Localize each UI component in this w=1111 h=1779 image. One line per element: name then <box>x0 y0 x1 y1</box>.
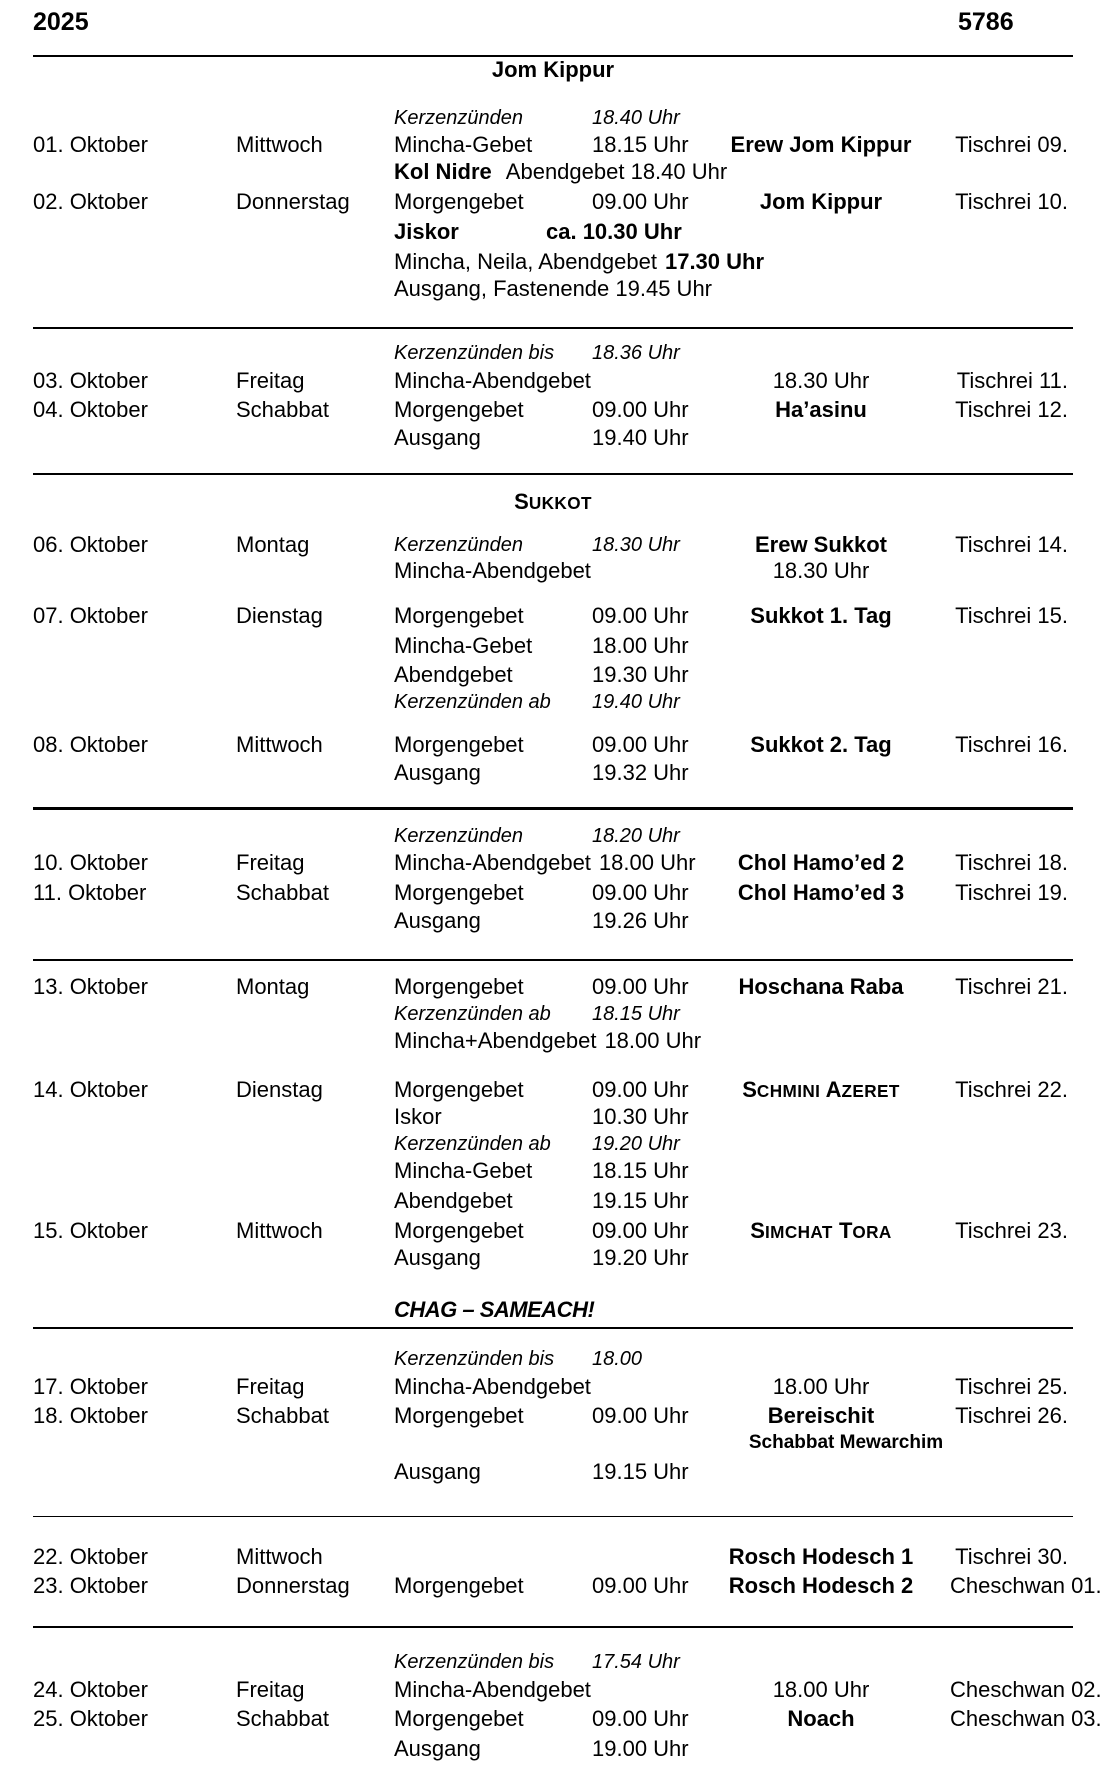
hebrew-date-cell: Tischrei 30. <box>955 1544 1068 1569</box>
calendar-row <box>0 424 1111 452</box>
calendar-row <box>0 1000 1111 1028</box>
time-cell: 09.00 Uhr <box>592 1077 689 1102</box>
time-cell: 17.54 Uhr <box>592 1651 680 1673</box>
calendar-row <box>0 632 1111 660</box>
text-segment: Jiskor <box>394 219 459 244</box>
prayer-cell <box>394 1027 701 1055</box>
text-segment: 18.00 Uhr <box>598 850 696 875</box>
time-cell: 09.00 Uhr <box>592 1573 689 1598</box>
text-segment: Ausgang, Fastenende 19.45 Uhr <box>394 276 713 301</box>
horizontal-rule <box>33 807 1073 810</box>
time-cell: 18.15 Uhr <box>592 1158 689 1183</box>
hebrew-date-cell: Tischrei 12. <box>955 397 1068 422</box>
holiday-cell: Sukkot 1. Tag <box>750 603 892 628</box>
date-cell: 13. Oktober <box>33 974 148 999</box>
calendar-row <box>0 1572 1111 1600</box>
prayer-cell: Ausgang <box>394 425 481 450</box>
calendar-row <box>0 602 1111 630</box>
prayer-cell: Ausgang <box>394 1736 481 1761</box>
prayer-cell: Morgengebet <box>394 880 524 905</box>
holiday-cell <box>696 1076 946 1104</box>
day-cell: Freitag <box>236 1374 305 1399</box>
time-cell: 18.40 Uhr <box>592 107 680 129</box>
prayer-cell <box>394 158 727 186</box>
calendar-row <box>0 1157 1111 1185</box>
day-cell: Schabbat <box>236 880 329 905</box>
text-segment: Mincha+Abendgebet <box>394 1028 597 1053</box>
prayer-cell: Morgengebet <box>394 1706 524 1731</box>
hebrew-date-cell: Tischrei 23. <box>955 1218 1068 1243</box>
horizontal-rule <box>33 1626 1073 1628</box>
hebrew-date-cell: Tischrei 11. <box>956 368 1068 393</box>
section-title <box>33 488 1073 517</box>
prayer-cell: Morgengebet <box>394 1573 524 1598</box>
text-segment: Mincha-Abendgebet <box>394 850 591 875</box>
calendar-row <box>0 849 1111 877</box>
prayer-cell <box>394 218 682 246</box>
smallcaps-initial: S <box>742 1077 757 1102</box>
prayer-cell: Morgengebet <box>394 1077 524 1102</box>
calendar-row <box>0 879 1111 907</box>
time-cell: 19.15 Uhr <box>592 1459 689 1484</box>
time-cell: 09.00 Uhr <box>592 974 689 999</box>
prayer-cell: Kerzenzünden bis <box>394 342 555 364</box>
calendar-row <box>0 339 1111 367</box>
date-cell: 14. Oktober <box>33 1077 148 1102</box>
prayer-cell: Morgengebet <box>394 603 524 628</box>
day-cell: Schabbat <box>236 1403 329 1428</box>
smallcaps-rest: ZERET <box>841 1081 900 1101</box>
section-title: Jom Kippur <box>491 57 615 82</box>
horizontal-rule <box>33 1327 1073 1329</box>
holiday-cell: Rosch Hodesch 1 <box>728 1544 914 1569</box>
prayer-cell: Kerzenzünden ab <box>394 1003 551 1025</box>
smallcaps-initial: S <box>514 489 529 514</box>
holiday-cell: Hoschana Raba <box>738 974 904 999</box>
date-cell: 01. Oktober <box>33 132 148 157</box>
calendar-row <box>0 104 1111 132</box>
time-cell: 19.32 Uhr <box>592 760 689 785</box>
calendar-row <box>0 188 1111 216</box>
horizontal-rule <box>33 959 1073 961</box>
calendar-row <box>0 688 1111 716</box>
prayer-cell <box>394 248 764 276</box>
text-segment: Mincha, Neila, Abendgebet <box>394 249 657 274</box>
calendar-row <box>0 1705 1111 1733</box>
holiday-cell: Schabbat Mewarchim <box>748 1432 944 1453</box>
day-cell: Mittwoch <box>236 132 323 157</box>
time-cell: 19.00 Uhr <box>592 1736 689 1761</box>
day-cell: Dienstag <box>236 603 323 628</box>
hebrew-date-cell: Tischrei 15. <box>955 603 1068 628</box>
holiday-cell: Sukkot 2. Tag <box>750 732 892 757</box>
prayer-cell: Mincha-Gebet <box>394 633 533 658</box>
day-cell: Mittwoch <box>236 732 323 757</box>
holiday-cell: 18.30 Uhr <box>772 558 870 583</box>
prayer-cell: Morgengebet <box>394 1218 524 1243</box>
day-cell: Schabbat <box>236 1706 329 1731</box>
prayer-cell: Mincha-Gebet <box>394 132 533 157</box>
day-cell: Freitag <box>236 850 305 875</box>
smallcaps-rest: ORA <box>852 1222 892 1242</box>
calendar-row <box>0 1429 1111 1457</box>
holiday-cell: Bereischit <box>767 1403 875 1428</box>
date-cell: 15. Oktober <box>33 1218 148 1243</box>
prayer-cell: Morgengebet <box>394 1403 524 1428</box>
hebrew-date-cell: Tischrei 26. <box>955 1403 1068 1428</box>
prayer-cell: Kerzenzünden ab <box>394 691 551 713</box>
calendar-row <box>0 1244 1111 1272</box>
time-cell: 18.30 Uhr <box>592 534 680 556</box>
calendar-row <box>0 1130 1111 1158</box>
time-cell: 10.30 Uhr <box>592 1104 689 1129</box>
hebrew-date-cell: Tischrei 10. <box>955 189 1068 214</box>
calendar-row <box>0 1076 1111 1104</box>
hebrew-date-cell: Tischrei 25. <box>955 1374 1068 1399</box>
holiday-cell: Noach <box>787 1706 855 1731</box>
calendar-row <box>0 1402 1111 1430</box>
holiday-cell: Chol Hamo’ed 2 <box>737 850 905 875</box>
time-cell: 18.15 Uhr <box>592 1003 680 1025</box>
prayer-cell: Abendgebet <box>394 1188 513 1213</box>
prayer-cell: Iskor <box>394 1104 442 1129</box>
prayer-cell: Morgengebet <box>394 397 524 422</box>
horizontal-rule <box>33 473 1073 475</box>
time-cell: 09.00 Uhr <box>592 189 689 214</box>
calendar-row <box>0 1027 1111 1055</box>
date-cell: 08. Oktober <box>33 732 148 757</box>
calendar-row <box>0 759 1111 787</box>
date-cell: 11. Oktober <box>33 880 147 905</box>
section-title: CHAG – SAMEACH! <box>394 1297 595 1322</box>
time-cell: 09.00 Uhr <box>592 880 689 905</box>
holiday-cell: Ha’asinu <box>775 397 867 422</box>
prayer-cell: Ausgang <box>394 908 481 933</box>
time-cell: 19.30 Uhr <box>592 662 689 687</box>
prayer-cell <box>394 849 696 877</box>
prayer-cell: Mincha-Gebet <box>394 1158 533 1183</box>
text-segment: Abendgebet 18.40 Uhr <box>505 159 728 184</box>
holiday-cell: Jom Kippur <box>759 189 883 214</box>
date-cell: 18. Oktober <box>33 1403 148 1428</box>
hebrew-date-cell: Cheschwan 02. <box>950 1677 1102 1702</box>
text-segment: ca. 10.30 Uhr <box>546 219 682 244</box>
date-cell: 04. Oktober <box>33 397 148 422</box>
holiday-cell: 18.30 Uhr <box>772 368 870 393</box>
prayer-cell: Morgengebet <box>394 189 524 214</box>
calendar-row <box>0 531 1111 559</box>
smallcaps-initial: T <box>838 1218 853 1243</box>
date-cell: 25. Oktober <box>33 1706 148 1731</box>
date-cell: 24. Oktober <box>33 1677 148 1702</box>
day-cell: Mittwoch <box>236 1544 323 1569</box>
prayer-cell: Kerzenzünden <box>394 825 523 847</box>
day-cell: Montag <box>236 532 310 557</box>
holiday-cell: Rosch Hodesch 2 <box>728 1573 914 1598</box>
holiday-cell <box>696 1217 946 1245</box>
date-cell: 02. Oktober <box>33 189 148 214</box>
time-cell: 09.00 Uhr <box>592 732 689 757</box>
time-cell: 19.20 Uhr <box>592 1133 680 1155</box>
calendar-row <box>0 1648 1111 1676</box>
hebrew-year: 5786 <box>958 8 1014 36</box>
calendar-row <box>0 661 1111 689</box>
calendar-row <box>0 1543 1111 1571</box>
prayer-cell: Mincha-Abendgebet <box>394 1374 591 1399</box>
calendar-row <box>0 367 1111 395</box>
calendar-row <box>0 1217 1111 1245</box>
prayer-cell: Kerzenzünden bis <box>394 1348 555 1370</box>
time-cell: 18.20 Uhr <box>592 825 680 847</box>
time-cell: 18.00 <box>592 1348 643 1370</box>
calendar-row <box>0 218 1111 246</box>
smallcaps-rest: CHMINI <box>756 1081 821 1101</box>
prayer-cell: Mincha-Abendgebet <box>394 368 591 393</box>
holiday-cell: Chol Hamo’ed 3 <box>737 880 905 905</box>
hebrew-date-cell: Tischrei 18. <box>955 850 1068 875</box>
day-cell: Donnerstag <box>236 189 350 214</box>
smallcaps-initial: S <box>750 1218 765 1243</box>
calendar-row <box>0 158 1111 186</box>
date-cell: 06. Oktober <box>33 532 148 557</box>
calendar-row <box>0 557 1111 585</box>
date-cell: 22. Oktober <box>33 1544 148 1569</box>
time-cell: 19.40 Uhr <box>592 425 689 450</box>
horizontal-rule <box>33 1516 1073 1517</box>
calendar-row <box>0 973 1111 1001</box>
text-segment: 17.30 Uhr <box>664 249 765 274</box>
time-cell: 09.00 Uhr <box>592 1403 689 1428</box>
calendar-row <box>0 275 1111 303</box>
time-cell: 19.20 Uhr <box>592 1245 689 1270</box>
time-cell: 09.00 Uhr <box>592 603 689 628</box>
prayer-cell: Morgengebet <box>394 732 524 757</box>
prayer-cell: Abendgebet <box>394 662 513 687</box>
day-cell: Dienstag <box>236 1077 323 1102</box>
date-cell: 07. Oktober <box>33 603 148 628</box>
time-cell: 19.26 Uhr <box>592 908 689 933</box>
calendar-row <box>0 1373 1111 1401</box>
time-cell: 19.15 Uhr <box>592 1188 689 1213</box>
date-cell: 23. Oktober <box>33 1573 148 1598</box>
time-cell: 09.00 Uhr <box>592 1218 689 1243</box>
smallcaps-rest: UKKOT <box>528 493 592 513</box>
day-cell: Donnerstag <box>236 1573 350 1598</box>
hebrew-date-cell: Tischrei 21. <box>955 974 1068 999</box>
day-cell: Schabbat <box>236 397 329 422</box>
calendar-row <box>0 907 1111 935</box>
hebrew-date-cell: Tischrei 14. <box>955 532 1068 557</box>
hebrew-date-cell: Tischrei 19. <box>955 880 1068 905</box>
hebrew-date-cell: Cheschwan 01. <box>950 1573 1102 1598</box>
calendar-row <box>0 731 1111 759</box>
hebrew-date-cell: Tischrei 16. <box>955 732 1068 757</box>
hebrew-date-cell: Tischrei 22. <box>955 1077 1068 1102</box>
holiday-cell: Erew Sukkot <box>754 532 888 557</box>
calendar-row <box>0 1458 1111 1486</box>
date-cell: 17. Oktober <box>33 1374 148 1399</box>
horizontal-rule <box>33 327 1073 329</box>
holiday-cell: Erew Jom Kippur <box>730 132 912 157</box>
prayer-cell: Ausgang <box>394 1245 481 1270</box>
prayer-cell: Morgengebet <box>394 974 524 999</box>
day-cell: Freitag <box>236 368 305 393</box>
time-cell: 18.15 Uhr <box>592 132 689 157</box>
prayer-cell: Kerzenzünden <box>394 107 523 129</box>
time-cell: 09.00 Uhr <box>592 1706 689 1731</box>
prayer-cell: Kerzenzünden ab <box>394 1133 551 1155</box>
prayer-cell <box>394 275 712 303</box>
time-cell: 19.40 Uhr <box>592 691 680 713</box>
hebrew-date-cell: Cheschwan 03. <box>950 1706 1102 1731</box>
time-cell: 09.00 Uhr <box>592 397 689 422</box>
hebrew-date-cell: Tischrei 09. <box>955 132 1068 157</box>
prayer-cell: Mincha-Abendgebet <box>394 558 591 583</box>
text-segment: Kol Nidre <box>394 159 492 184</box>
gregorian-year: 2025 <box>33 8 89 36</box>
holiday-cell: 18.00 Uhr <box>772 1677 870 1702</box>
calendar-row <box>0 396 1111 424</box>
calendar-row <box>0 1676 1111 1704</box>
smallcaps-rest: IMCHAT <box>764 1222 833 1242</box>
calendar-row <box>0 131 1111 159</box>
calendar-row <box>0 822 1111 850</box>
calendar-row <box>0 1345 1111 1373</box>
calendar-row <box>0 1103 1111 1131</box>
day-cell: Montag <box>236 974 310 999</box>
text-segment: 18.00 Uhr <box>604 1028 702 1053</box>
prayer-cell: Kerzenzünden bis <box>394 1651 555 1673</box>
time-cell: 18.36 Uhr <box>592 342 680 364</box>
holiday-cell: 18.00 Uhr <box>772 1374 870 1399</box>
calendar-row <box>0 1187 1111 1215</box>
prayer-cell: Kerzenzünden <box>394 534 523 556</box>
day-cell: Mittwoch <box>236 1218 323 1243</box>
prayer-cell: Ausgang <box>394 1459 481 1484</box>
time-cell: 18.00 Uhr <box>592 633 689 658</box>
date-cell: 10. Oktober <box>33 850 148 875</box>
prayer-cell: Ausgang <box>394 760 481 785</box>
day-cell: Freitag <box>236 1677 305 1702</box>
calendar-row <box>0 248 1111 276</box>
prayer-cell: Mincha-Abendgebet <box>394 1677 591 1702</box>
date-cell: 03. Oktober <box>33 368 148 393</box>
smallcaps-initial: A <box>825 1077 842 1102</box>
calendar-row <box>0 1735 1111 1763</box>
